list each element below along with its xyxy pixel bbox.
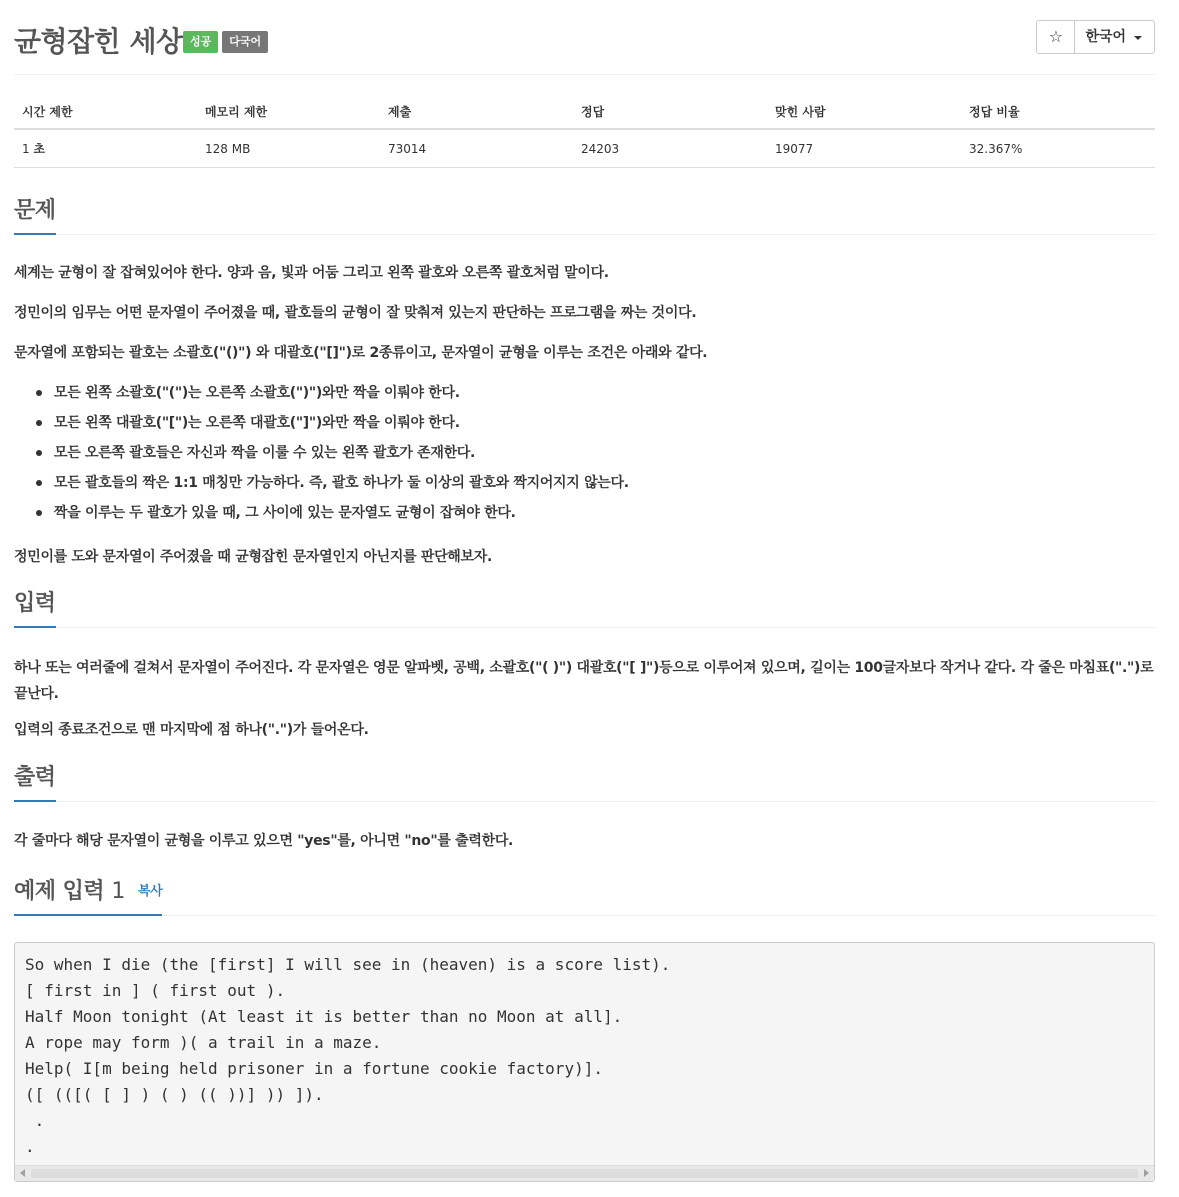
description-heading: 문제: [14, 195, 56, 235]
list-item: [14, 380, 1155, 410]
bullet-icon: [36, 420, 42, 426]
bullet-icon: [36, 510, 42, 516]
column-header: 메모리 제한: [197, 96, 380, 129]
column-header: 시간 제한: [14, 96, 197, 129]
column-header: 맞힌 사람: [767, 96, 961, 129]
input-paragraph: 입력의 종료조건으로 맨 마지막에 점 하나(".")가 들어온다.: [14, 722, 369, 738]
section-header: [14, 876, 1155, 916]
section-header: [14, 762, 1155, 802]
memory-limit-cell: 128 MB: [197, 129, 380, 168]
sample-number: 1: [111, 879, 125, 904]
rule-text: 모든 왼쪽 소괄호("(")는 오른쪽 소괄호(")")와만 짝을 이뤄야 한다.: [54, 385, 460, 401]
success-badge[interactable]: 성공: [183, 31, 218, 53]
sample-line: Half Moon tonight (At least it is better than no Moon at all].: [25, 1007, 623, 1026]
ratio-cell: 32.367%: [961, 129, 1155, 168]
rule-text: 모든 괄호들의 짝은 1:1 매칭만 가능하다. 즉, 괄호 하나가 둘 이상의 괄호와 짝지어지지 않는다.: [54, 475, 629, 491]
section-header: [14, 195, 1155, 235]
sample-line: .: [25, 1137, 35, 1156]
language-dropdown[interactable]: [1075, 21, 1154, 53]
input-heading: 입력: [14, 588, 56, 628]
sample-line: Help( I[m being held prisoner in a fortune cookie factory)].: [25, 1059, 603, 1078]
column-header: 정답: [573, 96, 767, 129]
sample-input-heading: [14, 876, 162, 916]
section-header: [14, 588, 1155, 628]
problem-badges: [183, 31, 268, 53]
time-limit-cell: [14, 129, 197, 168]
input-body: [14, 628, 1155, 743]
time-limit-unit: 초: [33, 142, 46, 156]
output-section: [14, 762, 1155, 868]
output-paragraph: 각 줄마다 해당 문자열이 균형을 이루고 있으면 "yes"를, 아니면 "no"를 출력한다.: [14, 833, 514, 849]
list-item: [14, 410, 1155, 440]
sample-input-text: [15, 943, 1154, 1160]
problem-title: 균형잡힌 세상: [14, 25, 183, 58]
list-item: [14, 500, 1155, 530]
column-header: 정답 비율: [961, 96, 1155, 129]
star-button[interactable]: [1037, 21, 1075, 53]
rule-text: 모든 오른쪽 괄호들은 자신과 짝을 이룰 수 있는 왼쪽 괄호가 존재한다.: [54, 445, 476, 461]
output-body: [14, 802, 1155, 854]
scroll-left-icon[interactable]: [20, 1169, 25, 1177]
description-paragraph: 문자열에 포함되는 괄호는 소괄호("()") 와 대괄호("[]")로 2종류이고, 문자열이 균형을 이루는 조건은 아래와 같다.: [14, 345, 708, 361]
sample-heading-label: 예제 입력: [14, 879, 105, 904]
sample-line: .: [25, 1111, 45, 1130]
horizontal-scrollbar[interactable]: [15, 1165, 1154, 1181]
sample-line: [ first in ] ( first out ).: [25, 981, 286, 1000]
sample-line: A rope may form )( a trail in a maze.: [25, 1033, 382, 1052]
table-header-row: [14, 96, 1155, 129]
bullet-icon: [36, 390, 42, 396]
time-limit-value: 1: [22, 142, 30, 156]
input-section: [14, 588, 1155, 757]
rules-list: [14, 380, 1155, 530]
solved-users-cell: 19077: [767, 129, 961, 168]
description-body: [14, 235, 1155, 570]
sample-line: So when I die (the [first] I will see in (heaven) is a score list).: [25, 955, 671, 974]
copy-button[interactable]: 복사: [138, 884, 163, 899]
description-section: [14, 195, 1155, 584]
description-paragraph: 세계는 균형이 잘 잡혀있어야 한다. 양과 음, 빛과 어둠 그리고 왼쪽 괄호와 오른쪽 괄호처럼 말이다.: [14, 265, 609, 281]
scroll-right-icon[interactable]: [1144, 1169, 1149, 1177]
bullet-icon: [36, 480, 42, 486]
output-heading: 출력: [14, 762, 56, 802]
sample-line: ([ (([( [ ] ) ( ) (( ))] )) ]).: [25, 1085, 324, 1104]
sample-input-box[interactable]: [14, 942, 1155, 1182]
description-paragraph: 정민이의 임무는 어떤 문자열이 주어졌을 때, 괄호들의 균형이 잘 맞춰져 있는지 판단하는 프로그램을 짜는 것이다.: [14, 305, 697, 321]
bullet-icon: [36, 450, 42, 456]
problem-info-table: [14, 96, 1155, 168]
caret-down-icon: [1134, 36, 1142, 40]
list-item: [14, 470, 1155, 500]
sample-input-section: [14, 876, 1155, 916]
column-header: 제출: [380, 96, 573, 129]
table-row: [14, 129, 1155, 168]
language-label: 한국어: [1085, 29, 1126, 45]
list-item: [14, 440, 1155, 470]
scrollbar-thumb[interactable]: [31, 1169, 1138, 1178]
description-paragraph: 정민이를 도와 문자열이 주어졌을 때 균형잡힌 문자열인지 아닌지를 판단해보자.: [14, 549, 493, 565]
input-paragraph: 하나 또는 여러줄에 걸쳐서 문자열이 주어진다. 각 문자열은 영문 알파벳, 공백, 소괄호("( )") 대괄호("[ ]")등으로 이루어져 있으며, 길이는 100글자보다 작거나 같다. 각 줄은 마침표(".")로 끝난다.: [14, 660, 1154, 702]
rule-text: 모든 왼쪽 대괄호("[")는 오른쪽 대괄호("]")와만 짝을 이뤄야 한다.: [54, 415, 460, 431]
problem-header: [14, 0, 1155, 75]
problem-actions: [1036, 20, 1155, 54]
submissions-cell: 73014: [380, 129, 573, 168]
rule-text: 짝을 이루는 두 괄호가 있을 때, 그 사이에 있는 문자열도 균형이 잡혀야 한다.: [54, 505, 516, 521]
multilang-badge[interactable]: 다국어: [222, 31, 268, 53]
problem-page: [14, 0, 1155, 1156]
accepted-cell: 24203: [573, 129, 767, 168]
star-icon: ☆: [1048, 27, 1064, 46]
